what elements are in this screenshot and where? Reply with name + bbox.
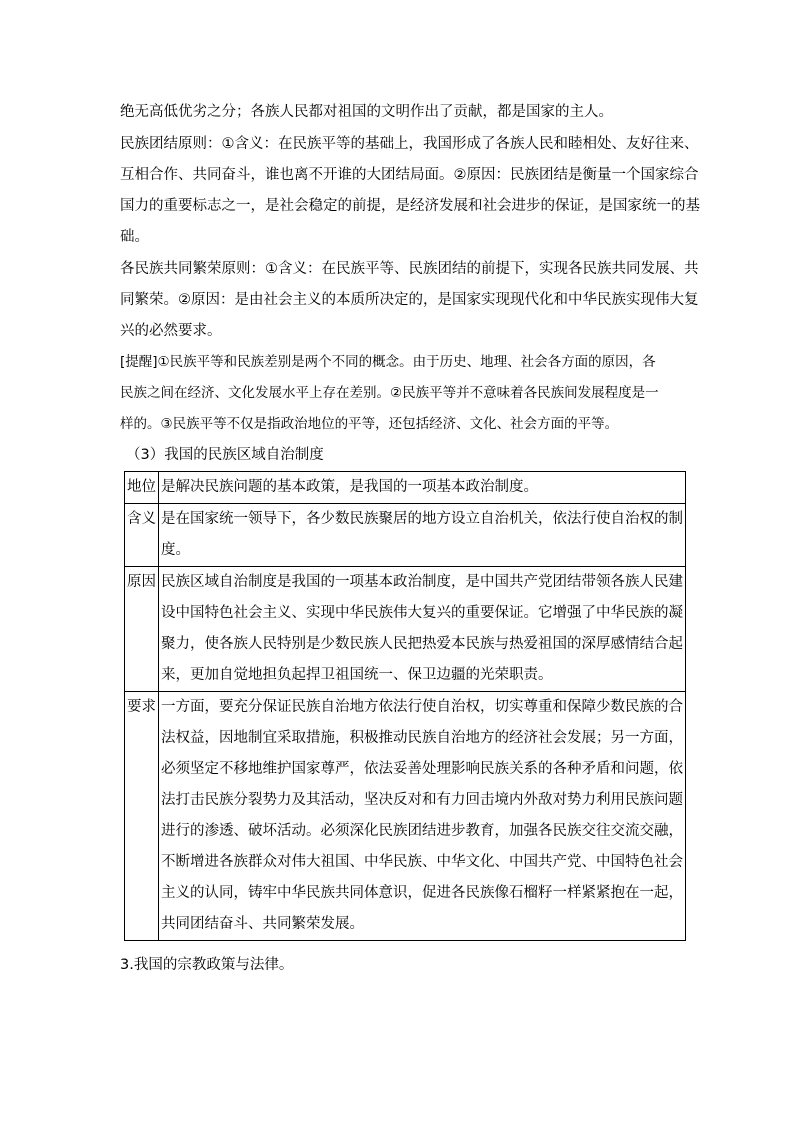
text-line: 来，更加自觉地担负起捍卫祖国统一、保卫边疆的光荣职责。	[161, 667, 553, 683]
text-line: 础。	[120, 229, 149, 245]
row-header: 要求	[125, 692, 159, 941]
table-caption: （3）我国的民族区域自治制度	[126, 447, 324, 463]
row-header: 地位	[125, 472, 159, 504]
text-line: 同繁荣。②原因：是由社会主义的本质所决定的，是国家实现现代化和中华民族实现伟大复	[120, 292, 699, 308]
paragraph-reminder	[120, 347, 674, 440]
table-row	[125, 692, 686, 941]
text-line: [提醒]①民族平等和民族差别是两个不同的概念。由于历史、地理、社会各方面的原因，各	[120, 354, 656, 370]
text-line: 民族团结原则：①含义：在民族平等的基础上，我国形成了各族人民和睦相处、友好往来、	[120, 136, 699, 152]
row-content	[159, 504, 686, 567]
text-line: 度。	[161, 542, 190, 558]
text-line: 不断增进各族群众对伟大祖国、中华民族、中华文化、中国共产党、中国特色社会	[161, 854, 683, 870]
text-line: 必须坚定不移地维护国家尊严，依法妥善处理影响民族关系的各种矛盾和问题，依	[161, 761, 683, 777]
text-line: 民族之间在经济、文化发展水平上存在差别。②民族平等并不意味着各民族间发展程度是一	[120, 385, 659, 401]
text-line: 聚力，使各族人民特别是少数民族人民把热爱本民族与热爱祖国的深厚感情结合起	[161, 636, 683, 652]
paragraph-equality-end	[120, 97, 674, 128]
text-line: 一方面，要充分保证民族自治地方依法行使自治权，切实尊重和保障少数民族的合	[161, 699, 683, 715]
row-header: 含义	[125, 504, 159, 567]
text-line: 设中国特色社会主义、实现中华民族伟大复兴的重要保证。它增强了中华民族的凝	[161, 605, 683, 621]
row-content	[159, 472, 686, 504]
section-heading-religion: 3.我国的宗教政策与法律。	[120, 957, 294, 973]
text-line: 共同团结奋斗、共同繁荣发展。	[161, 916, 364, 932]
text-line: 国力的重要标志之一，是社会稳定的前提，是经济发展和社会进步的保证，是国家统一的基	[120, 198, 700, 214]
paragraph-unity-principle	[120, 129, 700, 253]
text-line: 民族区域自治制度是我国的一项基本政治制度，是中国共产党团结带领各族人民建	[161, 574, 683, 590]
text-line: 兴的必然要求。	[120, 323, 222, 339]
text-line: 互相合作、共同奋斗，谁也离不开谁的大团结局面。②原因：民族团结是衡量一个国家综合	[120, 167, 699, 183]
text-line: 主义的认同，铸牢中华民族共同体意识，促进各民族像石榴籽一样紧紧抱在一起，	[161, 885, 683, 901]
text-line: 各民族共同繁荣原则：①含义：在民族平等、民族团结的前提下，实现各民族共同发展、共	[120, 261, 699, 277]
text-line: 是解决民族问题的基本政策，是我国的一项基本政治制度。	[161, 479, 538, 495]
text-line: 进行的渗透、破坏活动。必须深化民族团结进步教育，加强各民族交往交流交融，	[161, 823, 683, 839]
text-line: 绝无高低优劣之分；各族人民都对祖国的文明作出了贡献，都是国家的主人。	[120, 104, 613, 120]
paragraph-prosperity-principle	[120, 254, 699, 347]
table-row	[125, 504, 686, 567]
table-row	[125, 567, 686, 692]
row-header: 原因	[125, 567, 159, 692]
text-line: 是在国家统一领导下，各少数民族聚居的地方设立自治机关，依法行使自治权的制	[161, 511, 683, 527]
text-line: 法权益，因地制宜采取措施，积极推动民族自治地方的经济社会发展；另一方面，	[161, 730, 683, 746]
autonomy-system-table	[124, 471, 686, 941]
text-line: 样的。③民族平等不仅是指政治地位的平等，还包括经济、文化、社会方面的平等。	[120, 416, 619, 432]
table-row	[125, 472, 686, 504]
text-line: 法打击民族分裂势力及其活动，坚决反对和有力回击境内外敌对势力利用民族问题	[161, 792, 683, 808]
row-content	[159, 567, 686, 692]
row-content	[159, 692, 686, 941]
